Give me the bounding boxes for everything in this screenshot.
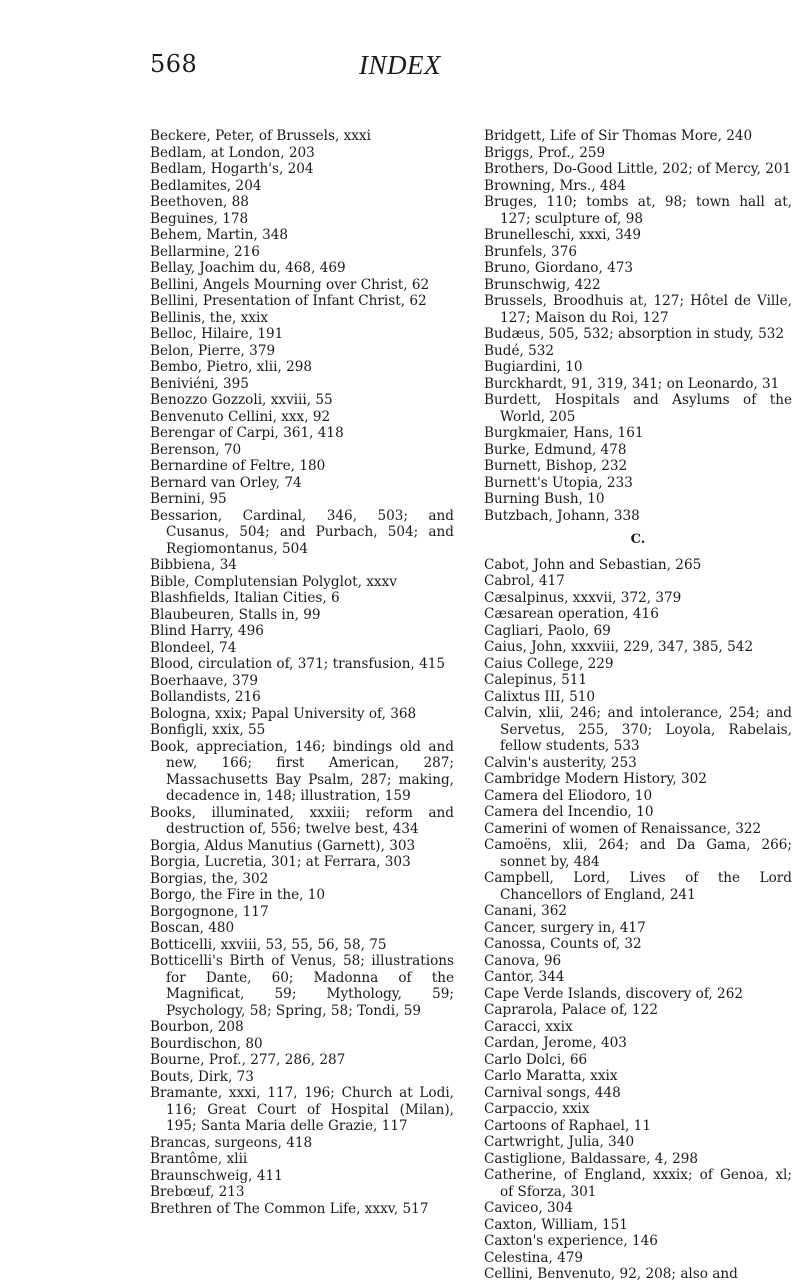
index-entry: Benvenuto Cellini, xxx, 92	[150, 408, 331, 425]
index-entry: Beguines, 178	[150, 210, 249, 227]
index-entry: Book, appreciation, 146; bindings old and new, 166; first American, 287; Massachusetts Bay Psalm, 287; making, decadence in, 148; illustration, 159	[150, 738, 454, 804]
index-entry: Calvin, xlii, 246; and intolerance, 254; and Servetus, 255, 370; Loyola, Rabelais, fellow students, 533	[484, 705, 792, 754]
index-entry: Burdett, Hospitals and Asylums of the World, 205	[484, 392, 792, 425]
index-entry: Brantôme, xlii	[150, 1151, 248, 1167]
index-entry: Browning, Mrs., 484	[484, 177, 626, 194]
index-entry: Belloc, Hilaire, 191	[150, 326, 284, 342]
index-entry: Budæus, 505, 532; absorption in study, 532	[484, 326, 785, 342]
index-entry: Cabot, John and Sebastian, 265	[484, 556, 702, 573]
index-entry: Berenson, 70	[150, 441, 242, 458]
index-entry: Caius, John, xxxviii, 229, 347, 385, 542	[484, 639, 754, 655]
index-entry: Blind Harry, 496	[150, 623, 264, 639]
index-entry: Blondeel, 74	[150, 639, 237, 656]
index-entry: Cardan, Jerome, 403	[484, 1035, 627, 1051]
index-entry: Bedlamites, 204	[150, 177, 262, 194]
index-entry: Carlo Dolci, 66	[484, 1051, 588, 1068]
index-entry: Bollandists, 216	[150, 689, 261, 705]
index-entry: Borgia, Lucretia, 301; at Ferrara, 303	[150, 854, 411, 870]
index-entry: Blood, circulation of, 371; transfusion, 415	[150, 656, 446, 672]
index-entry: Botticelli, xxviii, 53, 55, 56, 58, 75	[150, 936, 387, 953]
index-entry: Bellarmine, 216	[150, 243, 260, 260]
index-entry: Beckere, Peter, of Brussels, xxxi	[150, 128, 371, 144]
index-entry: Bourbon, 208	[150, 1019, 244, 1035]
index-entry: Behem, Martin, 348	[150, 227, 289, 243]
index-entry: Camera del Eliodoro, 10	[484, 787, 653, 804]
index-entry: Benozzo Gozzoli, xxviii, 55	[150, 392, 333, 408]
index-entry: Burnett, Bishop, 232	[484, 458, 628, 474]
index-entry: Bruges, 110; tombs at, 98; town hall at, 127; sculpture of, 98	[484, 194, 792, 227]
index-entry: Caius College, 229	[484, 655, 614, 672]
index-entry: Berengar of Carpi, 361, 418	[150, 425, 344, 441]
index-entry: Camerini of women of Renaissance, 322	[484, 820, 762, 837]
index-entry: Blaubeuren, Stalls in, 99	[150, 606, 321, 623]
index-entry: Calepinus, 511	[484, 672, 588, 688]
index-entry: Bugiardini, 10	[484, 359, 583, 375]
index-entry: Bellinis, the, xxix	[150, 309, 269, 326]
index-entry: Carnival songs, 448	[484, 1084, 621, 1101]
index-entry: Carlo Maratta, xxix	[484, 1068, 618, 1084]
index-entry: Camera del Incendio, 10	[484, 804, 654, 820]
index-entry: Caracci, xxix	[484, 1018, 573, 1035]
index-entry: Calvin's austerity, 253	[484, 754, 637, 771]
index-entry: Brancas, surgeons, 418	[150, 1134, 313, 1151]
index-entry: Cambridge Modern History, 302	[484, 771, 707, 787]
index-entry: Bologna, xxix; Papal University of, 368	[150, 705, 417, 722]
index-entry: Bibbiena, 34	[150, 557, 237, 573]
index-entry: Brunelleschi, xxxi, 349	[484, 227, 642, 243]
index-entry: Bernardine of Feltre, 180	[150, 458, 326, 474]
index-entry: Butzbach, Johann, 338	[484, 507, 640, 524]
index-entry: Braunschweig, 411	[150, 1167, 283, 1184]
index-entry: Bernini, 95	[150, 491, 227, 507]
index-entry: Camoëns, xlii, 264; and Da Gama, 266; sonnet by, 484	[484, 837, 792, 870]
index-entry: Brunschwig, 422	[484, 276, 601, 293]
index-entry: Bonfigli, xxix, 55	[150, 722, 266, 738]
index-entry: Budé, 532	[484, 342, 555, 359]
index-entry: Books, illuminated, xxxiii; reform and destruction of, 556; twelve best, 434	[150, 804, 454, 837]
index-entry: Briggs, Prof., 259	[484, 144, 606, 161]
index-entry: Caxton's experience, 146	[484, 1233, 658, 1249]
page-header	[0, 50, 800, 90]
index-entry: Catherine, of England, xxxix; of Genoa, xl; of Sforza, 301	[484, 1167, 792, 1200]
index-entry: Bedlam, Hogarth's, 204	[150, 161, 314, 177]
index-entry: Bridgett, Life of Sir Thomas More, 240	[484, 128, 753, 144]
index-entry: Burning Bush, 10	[484, 491, 605, 507]
index-entry: Celestina, 479	[484, 1249, 584, 1266]
index-entry: Cantor, 344	[484, 969, 565, 985]
index-entry: Cagliari, Paolo, 69	[484, 622, 611, 639]
index-entry: Blashfields, Italian Cities, 6	[150, 590, 340, 606]
index-entry: Cartwright, Julia, 340	[484, 1134, 635, 1150]
index-entry: Bedlam, at London, 203	[150, 144, 315, 161]
index-entry: Bessarion, Cardinal, 346, 503; and Cusanus, 504; and Purbach, 504; and Regiomontanus, 504	[150, 507, 454, 557]
index-entry: Caprarola, Palace of, 122	[484, 1002, 658, 1018]
index-entry: Botticelli's Birth of Venus, 58; illustrations for Dante, 60; Madonna of the Magnificat, 59; Mythology, 59; Psychology, 58; Spring, 58; Tondi, 59	[150, 953, 454, 1019]
index-entry: Carpaccio, xxix	[484, 1101, 590, 1117]
index-entry: Bouts, Dirk, 73	[150, 1068, 254, 1085]
index-entry: Cancer, surgery in, 417	[484, 919, 646, 936]
index-entry: Brothers, Do-Good Little, 202; of Mercy, 201	[484, 161, 792, 177]
index-entry: Belon, Pierre, 379	[150, 342, 276, 359]
index-entry: Boerhaave, 379	[150, 672, 258, 689]
index-entry: Burgkmaier, Hans, 161	[484, 425, 644, 441]
index-entry: Calixtus III, 510	[484, 688, 596, 705]
index-entry: Burke, Edmund, 478	[484, 441, 627, 458]
index-entry: Burckhardt, 91, 319, 341; on Leonardo, 31	[484, 375, 780, 392]
index-entry: Caviceo, 304	[484, 1200, 573, 1216]
index-entry: Cape Verde Islands, discovery of, 262	[484, 985, 743, 1002]
index-entry: Bourne, Prof., 277, 286, 287	[150, 1052, 346, 1068]
index-entry: Boscan, 480	[150, 920, 235, 936]
index-entry: Cabrol, 417	[484, 573, 565, 589]
running-head: INDEX	[359, 50, 441, 80]
index-entry: Brussels, Broodhuis at, 127; Hôtel de Ville, 127; Maison du Roi, 127	[484, 293, 792, 326]
section-letter: C.	[630, 532, 646, 547]
index-entry: Cæsalpinus, xxxvii, 372, 379	[484, 589, 682, 606]
index-entry: Borgo, the Fire in the, 10	[150, 887, 326, 903]
index-entry: Bruno, Giordano, 473	[484, 260, 634, 276]
index-entry: Bembo, Pietro, xlii, 298	[150, 359, 313, 375]
index-entry: Bramante, xxxi, 117, 196; Church at Lodi, 116; Great Court of Hospital (Milan), 195; Santa Maria delle Grazie, 117	[150, 1085, 454, 1134]
index-entry: Cæsarean operation, 416	[484, 606, 659, 622]
index-entry: Canani, 362	[484, 903, 568, 919]
index-entry: Cellini, Benvenuto, 92, 208; also and	[484, 1266, 738, 1282]
index-column-left	[150, 128, 454, 1217]
index-entry: Bellini, Angels Mourning over Christ, 62	[150, 276, 430, 293]
index-entry: Bellini, Presentation of Infant Christ, 62	[150, 293, 427, 309]
index-entry: Castiglione, Baldassare, 4, 298	[484, 1150, 699, 1167]
index-entry: Borgia, Aldus Manutius (Garnett), 303	[150, 837, 416, 854]
index-entry: Campbell, Lord, Lives of the Lord Chancellors of England, 241	[484, 870, 792, 903]
index-entry: Canova, 96	[484, 952, 562, 969]
page-number: 568	[150, 50, 198, 78]
index-entry: Brunfels, 376	[484, 243, 577, 260]
index-entry: Caxton, William, 151	[484, 1216, 628, 1233]
index-entry: Brethren of The Common Life, xxxv, 517	[150, 1200, 429, 1217]
index-entry: Bellay, Joachim du, 468, 469	[150, 260, 346, 276]
index-entry: Cartoons of Raphael, 11	[484, 1117, 651, 1134]
index-entry: Burnett's Utopia, 233	[484, 474, 633, 491]
index-entry: Beniviéni, 395	[150, 375, 249, 392]
index-entry: Brebœuf, 213	[150, 1184, 245, 1200]
index-entry: Bible, Complutensian Polyglot, xxxv	[150, 573, 397, 590]
index-entry: Borgognone, 117	[150, 903, 269, 920]
index-entry: Bernard van Orley, 74	[150, 474, 302, 491]
index-entry: Canossa, Counts of, 32	[484, 936, 642, 952]
index-entry: Borgias, the, 302	[150, 870, 269, 887]
index-entry: Bourdischon, 80	[150, 1035, 263, 1052]
index-entry: Beethoven, 88	[150, 194, 249, 210]
index-column-right	[484, 128, 792, 1283]
